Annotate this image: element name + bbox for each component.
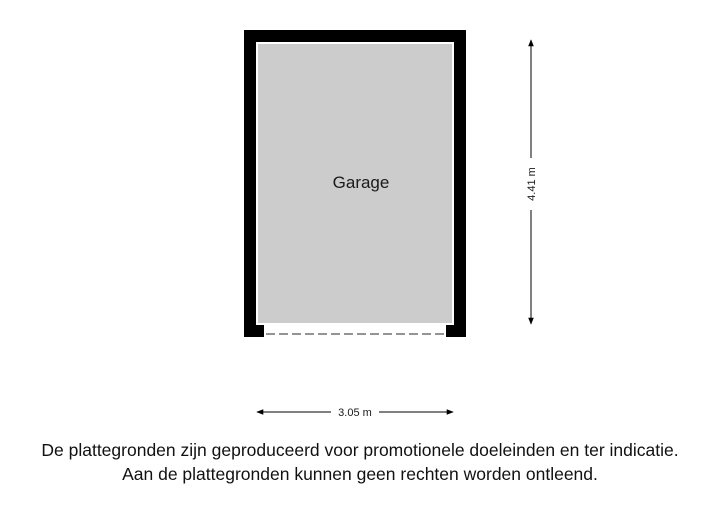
garage-door-opening (264, 324, 446, 337)
room-label-garage: Garage (332, 173, 390, 192)
disclaimer-line-2: Aan de plattegronden kunnen geen rechten worden ontleend. (122, 464, 598, 484)
disclaimer (0, 438, 720, 486)
width-dimension-label: 3.05 m (338, 407, 372, 419)
depth-dimension-label: 4.41 m (526, 167, 538, 201)
disclaimer-line-1: De plattegronden zijn geproduceerd voor promotionele doeleinden en ter indicatie. (41, 440, 679, 460)
